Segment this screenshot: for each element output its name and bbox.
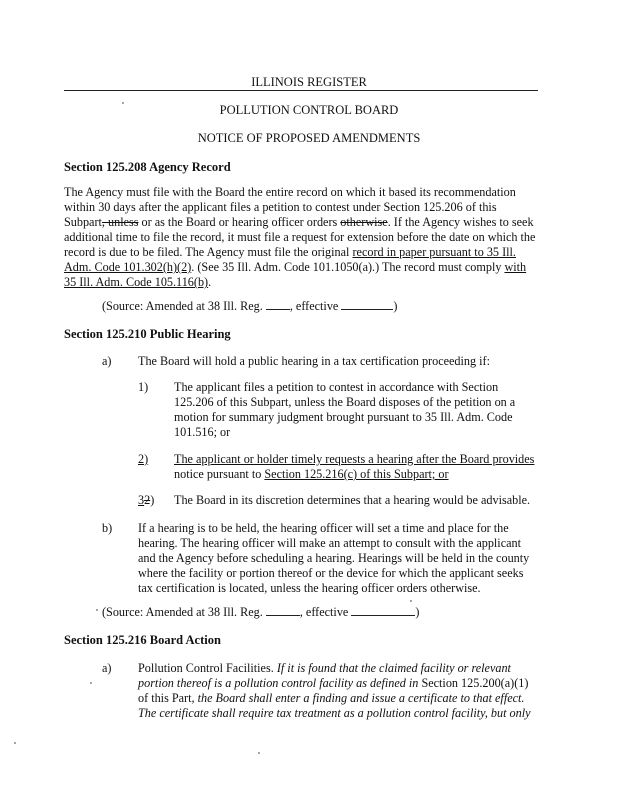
section-210-heading: Section 125.210 Public Hearing bbox=[64, 327, 231, 341]
scan-speck bbox=[122, 102, 124, 104]
item-2-text: The applicant or holder timely requests a hearing after the Board provides notice pursuant to Section 125.216(c) of this Subpart; or bbox=[174, 452, 535, 481]
scan-speck bbox=[14, 742, 16, 744]
scan-speck bbox=[258, 752, 260, 754]
subsection-a-label: a) bbox=[102, 354, 112, 368]
notice-title: NOTICE OF PROPOSED AMENDMENTS bbox=[197, 131, 421, 145]
subsection-a-text: The Board will hold a public hearing in a tax certification proceeding if: bbox=[138, 354, 490, 368]
subsection-b-label: b) bbox=[102, 521, 113, 535]
section-216-heading: Section 125.216 Board Action bbox=[64, 633, 221, 647]
item-3-label: 32) bbox=[138, 493, 155, 507]
scan-speck bbox=[90, 682, 92, 684]
subsection-216-a-text: Pollution Control Facilities. If it is found that the claimed facility or relevant portion thereof is a pollution control facility as defined in Section 125.200(a)(1) of this Part, the Board shall enter a finding and issue a certificate to that effect. The certificate shall require tax treatment as a pollution control facility, but only bbox=[138, 661, 531, 720]
item-2-label: 2) bbox=[138, 452, 149, 466]
scan-speck bbox=[96, 609, 98, 611]
header-rule bbox=[64, 90, 538, 91]
section-208-heading: Section 125.208 Agency Record bbox=[64, 160, 231, 174]
section-208-source: (Source: Amended at 38 Ill. Reg. , effective ) bbox=[102, 299, 398, 313]
item-1-text: The applicant files a petition to contest in accordance with Section 125.206 of this Subpart, unless the Board disposes of the petition on a motion for summary judgment brought pursuant to 35 Ill. Adm. Code 101.516; or bbox=[174, 380, 516, 439]
section-210-source: (Source: Amended at 38 Ill. Reg. , effective ) bbox=[102, 605, 420, 619]
register-title: ILLINOIS REGISTER bbox=[251, 75, 367, 89]
scan-speck bbox=[410, 600, 412, 602]
subsection-b-text: If a hearing is to be held, the hearing officer will set a time and place for the hearing. The hearing officer will make an attempt to consult with the applicant and the Agency before scheduling a hearing. Hearings will be held in the county where the facility or portion thereof or the device for which the applicant seeks tax certification is located, unless the hearing officer orders otherwise. bbox=[138, 521, 530, 595]
item-3-text: The Board in its discretion determines that a hearing would be advisable. bbox=[174, 493, 531, 507]
section-208-body: The Agency must file with the Board the entire record on which it based its recommendation within 30 days after the applicant files a petition to contest under Section 125.206 of this Subpart, unless or as the Board or hearing officer orders otherwise. If the Agency wishes to seek additional time to file the record, it must file a request for extension before the date on which the record is due to be filed. The Agency must file the original record in paper pursuant to 35 Ill. Adm. Code 101.302(h)(2). (See 35 Ill. Adm. Code 101.1050(a).) The record must comply with 35 Ill. Adm. Code 105.116(b). bbox=[64, 185, 536, 289]
board-title: POLLUTION CONTROL BOARD bbox=[219, 103, 399, 117]
item-1-label: 1) bbox=[138, 380, 149, 394]
subsection-216-a-label: a) bbox=[102, 661, 112, 675]
